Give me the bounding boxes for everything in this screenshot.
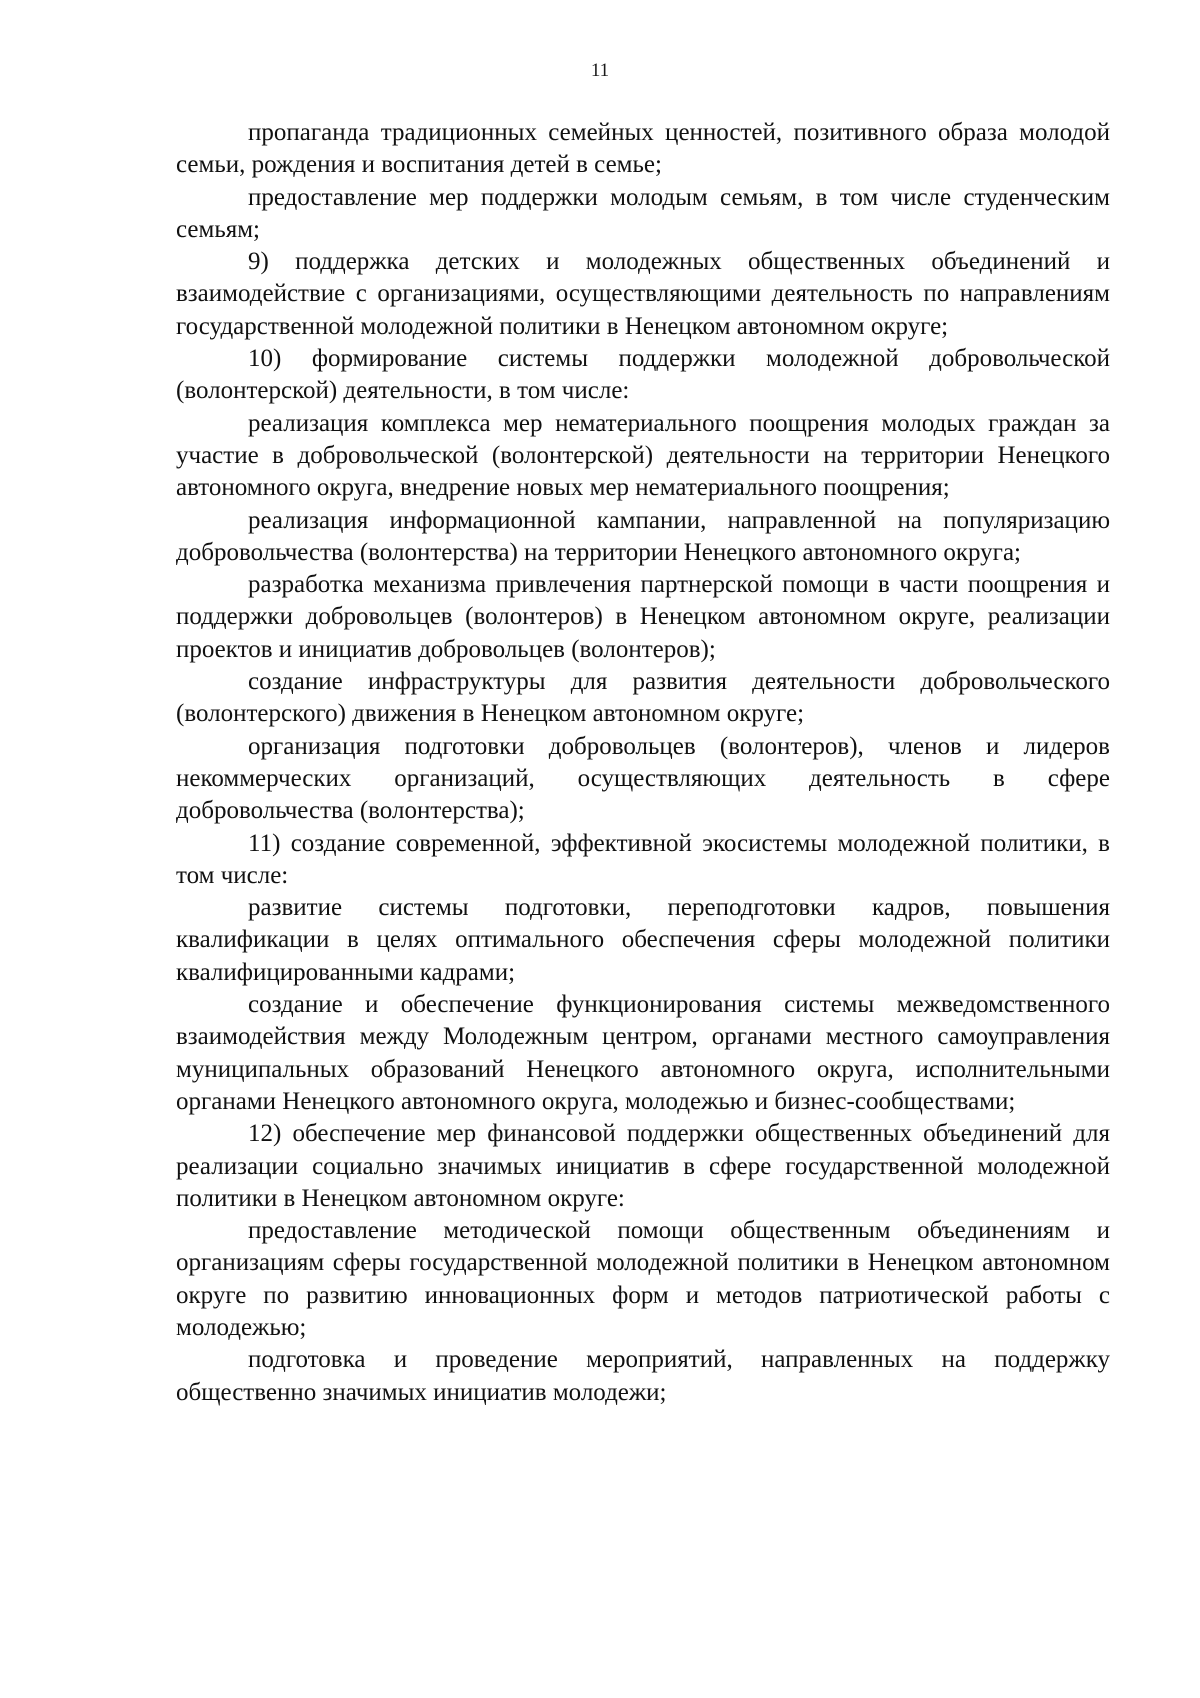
- paragraph-item-9: 9) поддержка детских и молодежных общественных объединений и взаимодействие с организациями, осуществляющими деятельность по направлениям государственной молодежной политики в Ненецком автономном округе;: [176, 248, 1110, 340]
- paragraph-non-material-incentives: реализация комплекса мер нематериального поощрения молодых граждан за участие в добровольческой (волонтерской) деятельности на территории Ненецкого автономного округа, внедрение новых мер нематериального поощрения;: [176, 409, 1110, 502]
- paragraph-item-11: 11) создание современной, эффективной экосистемы молодежной политики, в том числе:: [176, 829, 1110, 889]
- paragraph-infrastructure: создание инфраструктуры для развития деятельности добровольческого (волонтерского) движения в Ненецком автономном округе;: [176, 668, 1110, 728]
- paragraph-family-values-propaganda: пропаганда традиционных семейных ценностей, позитивного образа молодой семьи, рождения и воспитания детей в семье;: [176, 119, 1110, 179]
- paragraph-interagency-cooperation: создание и обеспечение функционирования системы межведомственного взаимодействия между Молодежным центром, органами местного самоуправления муниципальных образований Ненецкого автономного округа, исполнительными органами Ненецкого автономного округа, молодежью и бизнес-сообществами;: [176, 991, 1110, 1115]
- document-body: [176, 117, 1110, 1409]
- paragraph-item-12: 12) обеспечение мер финансовой поддержки общественных объединений для реализации социально значимых инициатив в сфере государственной молодежной политики в Ненецком автономном округе:: [176, 1120, 1110, 1212]
- paragraph-information-campaign: реализация информационной кампании, направленной на популяризацию добровольчества (волонтерства) на территории Ненецкого автономного округа;: [176, 506, 1110, 566]
- paragraph-item-10: 10) формирование системы поддержки молодежной добровольческой (волонтерской) деятельности, в том числе:: [176, 345, 1110, 405]
- paragraph-methodological-assistance: предоставление методической помощи общественным объединениям и организациям сферы государственной молодежной политики в Ненецком автономном округе по развитию инновационных форм и методов патриотической работы с молодежью;: [176, 1217, 1110, 1341]
- paragraph-youth-initiatives-events: подготовка и проведение мероприятий, направленных на поддержку общественно значимых инициатив молодежи;: [176, 1346, 1110, 1406]
- paragraph-partner-assistance: разработка механизма привлечения партнерской помощи в части поощрения и поддержки добровольцев (волонтеров) в Ненецком автономном округе, реализации проектов и инициатив добровольцев (волонтеров);: [176, 571, 1110, 663]
- page-number: 11: [590, 60, 610, 81]
- paragraph-volunteer-training: организация подготовки добровольцев (волонтеров), членов и лидеров некоммерческих организаций, осуществляющих деятельность в сфере добровольчества (волонтерства);: [176, 732, 1110, 825]
- paragraph-staff-training: развитие системы подготовки, переподготовки кадров, повышения квалификации в целях оптимального обеспечения сферы молодежной политики квалифицированными кадрами;: [176, 894, 1110, 986]
- paragraph-young-families-support: предоставление мер поддержки молодым семьям, в том числе студенческим семьям;: [176, 183, 1110, 243]
